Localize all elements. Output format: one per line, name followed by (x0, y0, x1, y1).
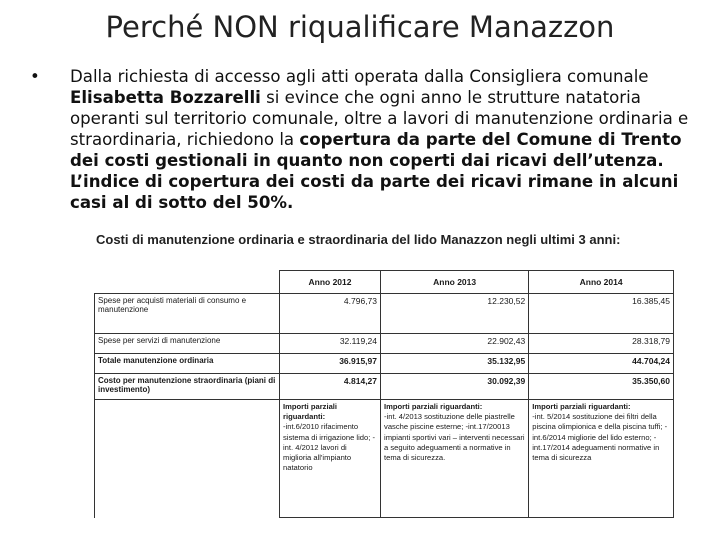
cell-value: 30.092,39 (381, 374, 529, 400)
scan-title: Costi di manutenzione ordinaria e straordinaria del lido Manazzon negli ultimi 3 anni: (96, 232, 621, 247)
row-label: Spese per acquisti materiali di consumo e manutenzione (95, 294, 280, 334)
details-head: Importi parziali riguardanti: (283, 402, 338, 422)
column-header: Anno 2012 (280, 271, 381, 294)
table-row (95, 294, 674, 334)
cell-value: 36.915,97 (280, 354, 381, 374)
table-row-details (95, 400, 674, 518)
details-cell (381, 400, 529, 518)
row-label: Costo per manutenzione straordinaria (piani di investimento) (95, 374, 280, 400)
bullet-text-part1: Dalla richiesta di accesso agli atti operata dalla Consigliera comunale (70, 67, 649, 86)
bullet-text-part2: si evince che ogni anno le strutture natatoria operanti sul territorio comunale, oltre a lavori di manutenzione ordinaria e straordinaria, richiedono la (70, 88, 689, 149)
details-head: Importi parziali riguardanti: (384, 402, 483, 411)
cell-value: 32.119,24 (280, 334, 381, 354)
cell-value: 4.814,27 (280, 374, 381, 400)
scanned-document (88, 228, 688, 540)
cell-value: 35.132,95 (381, 354, 529, 374)
bullet-paragraph (30, 66, 705, 213)
details-empty-cell (95, 400, 280, 518)
column-header: Anno 2014 (529, 271, 674, 294)
cell-value: 28.318,79 (529, 334, 674, 354)
details-cell (280, 400, 381, 518)
table-row (95, 374, 674, 400)
details-body: -int.6/2010 rifacimento sistema di irrigazione lido; -int. 4/2012 lavori di miglioria all'impianto natatorio (283, 422, 376, 473)
table-row (95, 334, 674, 354)
cell-value: 16.385,45 (529, 294, 674, 334)
cell-value: 12.230,52 (381, 294, 529, 334)
details-body: -int. 5/2014 sostituzione dei filtri della piscina olimpionica e della piscina tuffi; -int.6/2014 migliorie del lido esterno; -int.17/2014 adeguamenti normative in tema di sicurezza (532, 412, 668, 463)
details-cell (529, 400, 674, 518)
cell-value: 4.796,73 (280, 294, 381, 334)
table-header-row (95, 271, 674, 294)
cell-value: 44.704,24 (529, 354, 674, 374)
details-body: -int. 4/2013 sostituzione delle piastrelle vasche piscine esterne; -int.17/20013 impianti sportivi vari – interventi necessari a seguito adeguamenti a normative in tema di sicurezza. (384, 412, 525, 463)
column-header: Anno 2013 (381, 271, 529, 294)
cell-value: 22.902,43 (381, 334, 529, 354)
cost-table (94, 270, 674, 518)
bullet-marker: • (30, 67, 40, 86)
bullet-text (70, 66, 705, 213)
header-empty-cell (95, 271, 280, 294)
councillor-name: Elisabetta Bozzarelli (70, 88, 261, 107)
row-label: Totale manutenzione ordinaria (95, 354, 280, 374)
details-head: Importi parziali riguardanti: (532, 402, 631, 411)
table-row (95, 354, 674, 374)
row-label: Spese per servizi di manutenzione (95, 334, 280, 354)
bullet-bold-statement: copertura da parte del Comune di Trento dei costi gestionali in quanto non coperti dai ricavi dell’utenza. L’indice di copertura dei costi da parte dei ricavi rimane in alcuni casi al di sotto del 50%. (70, 130, 682, 212)
cell-value: 35.350,60 (529, 374, 674, 400)
slide-title: Perché NON riqualificare Manazzon (105, 10, 615, 44)
